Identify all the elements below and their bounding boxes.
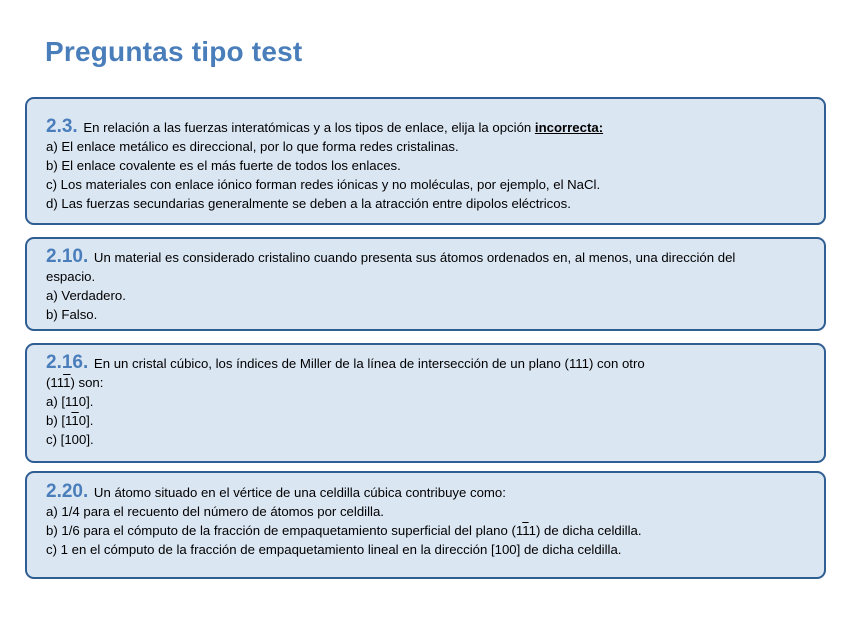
plane-text-pre: (11 — [46, 375, 64, 390]
option-b — [46, 411, 814, 430]
plane-bar-digit: 1 — [63, 375, 71, 390]
question-number: 2.16. — [46, 352, 89, 373]
question-stem — [46, 247, 814, 286]
option-a: a) [110]. — [46, 394, 94, 409]
question-stem — [46, 482, 814, 502]
option-b: b) El enlace covalente es el más fuerte de todos los enlaces. — [46, 158, 401, 173]
question-box-2-20 — [25, 471, 826, 579]
question-box-2-10 — [25, 237, 826, 331]
plane-text-post: ) son: — [70, 375, 104, 390]
option-b-post: 1) de dicha celdilla. — [528, 523, 642, 538]
option-c: c) [100]. — [46, 432, 94, 447]
question-number: 2.20. — [46, 481, 89, 502]
question-emphasis: incorrecta: — [534, 120, 604, 135]
option-b — [46, 521, 814, 540]
page-title: Preguntas tipo test — [45, 36, 303, 67]
option-c: c) Los materiales con enlace iónico forman redes iónicas y no moléculas, por ejemplo, el NaCl. — [46, 177, 601, 192]
question-text: En un cristal cúbico, los índices de Miller de la línea de intersección de un plano (111) con otro — [90, 356, 645, 371]
option-a: a) El enlace metálico es direccional, por lo que forma redes cristalinas. — [46, 139, 459, 154]
question-number: 2.3. — [46, 116, 78, 137]
option-b-bar-digit: 1 — [522, 523, 529, 538]
option-a: a) Verdadero. — [46, 288, 126, 303]
option-b: b) Falso. — [46, 307, 98, 322]
option-d: d) Las fuerzas secundarias generalmente se deben a la atracción entre dipolos eléctricos. — [46, 196, 571, 211]
option-c: c) 1 en el cómputo de la fracción de empaquetamiento lineal en la dirección [100] de dicha celdilla. — [46, 542, 622, 557]
question-text: Un átomo situado en el vértice de una celdilla cúbica contribuye como: — [90, 485, 506, 500]
option-b-post: 0]. — [78, 413, 94, 428]
option-b-bar-digit: 1 — [71, 413, 79, 428]
question-box-2-3 — [25, 97, 826, 225]
question-plane-line — [46, 373, 814, 392]
option-b-pre: b) 1/6 para el cómputo de la fracción de empaquetamiento superficial del plano (1 — [46, 523, 523, 538]
question-box-2-16 — [25, 343, 826, 463]
question-stem — [46, 117, 814, 137]
option-a: a) 1/4 para el recuento del número de átomos por celdilla. — [46, 504, 384, 519]
question-number: 2.10. — [46, 246, 89, 267]
question-text: En relación a las fuerzas interatómicas y a los tipos de enlace, elija la opción — [79, 120, 535, 135]
question-text: Un material es considerado cristalino cuando presenta sus átomos ordenados en, al menos, una dirección del espacio. — [46, 250, 736, 284]
option-b-pre: b) [1 — [46, 413, 72, 428]
question-stem — [46, 353, 814, 373]
